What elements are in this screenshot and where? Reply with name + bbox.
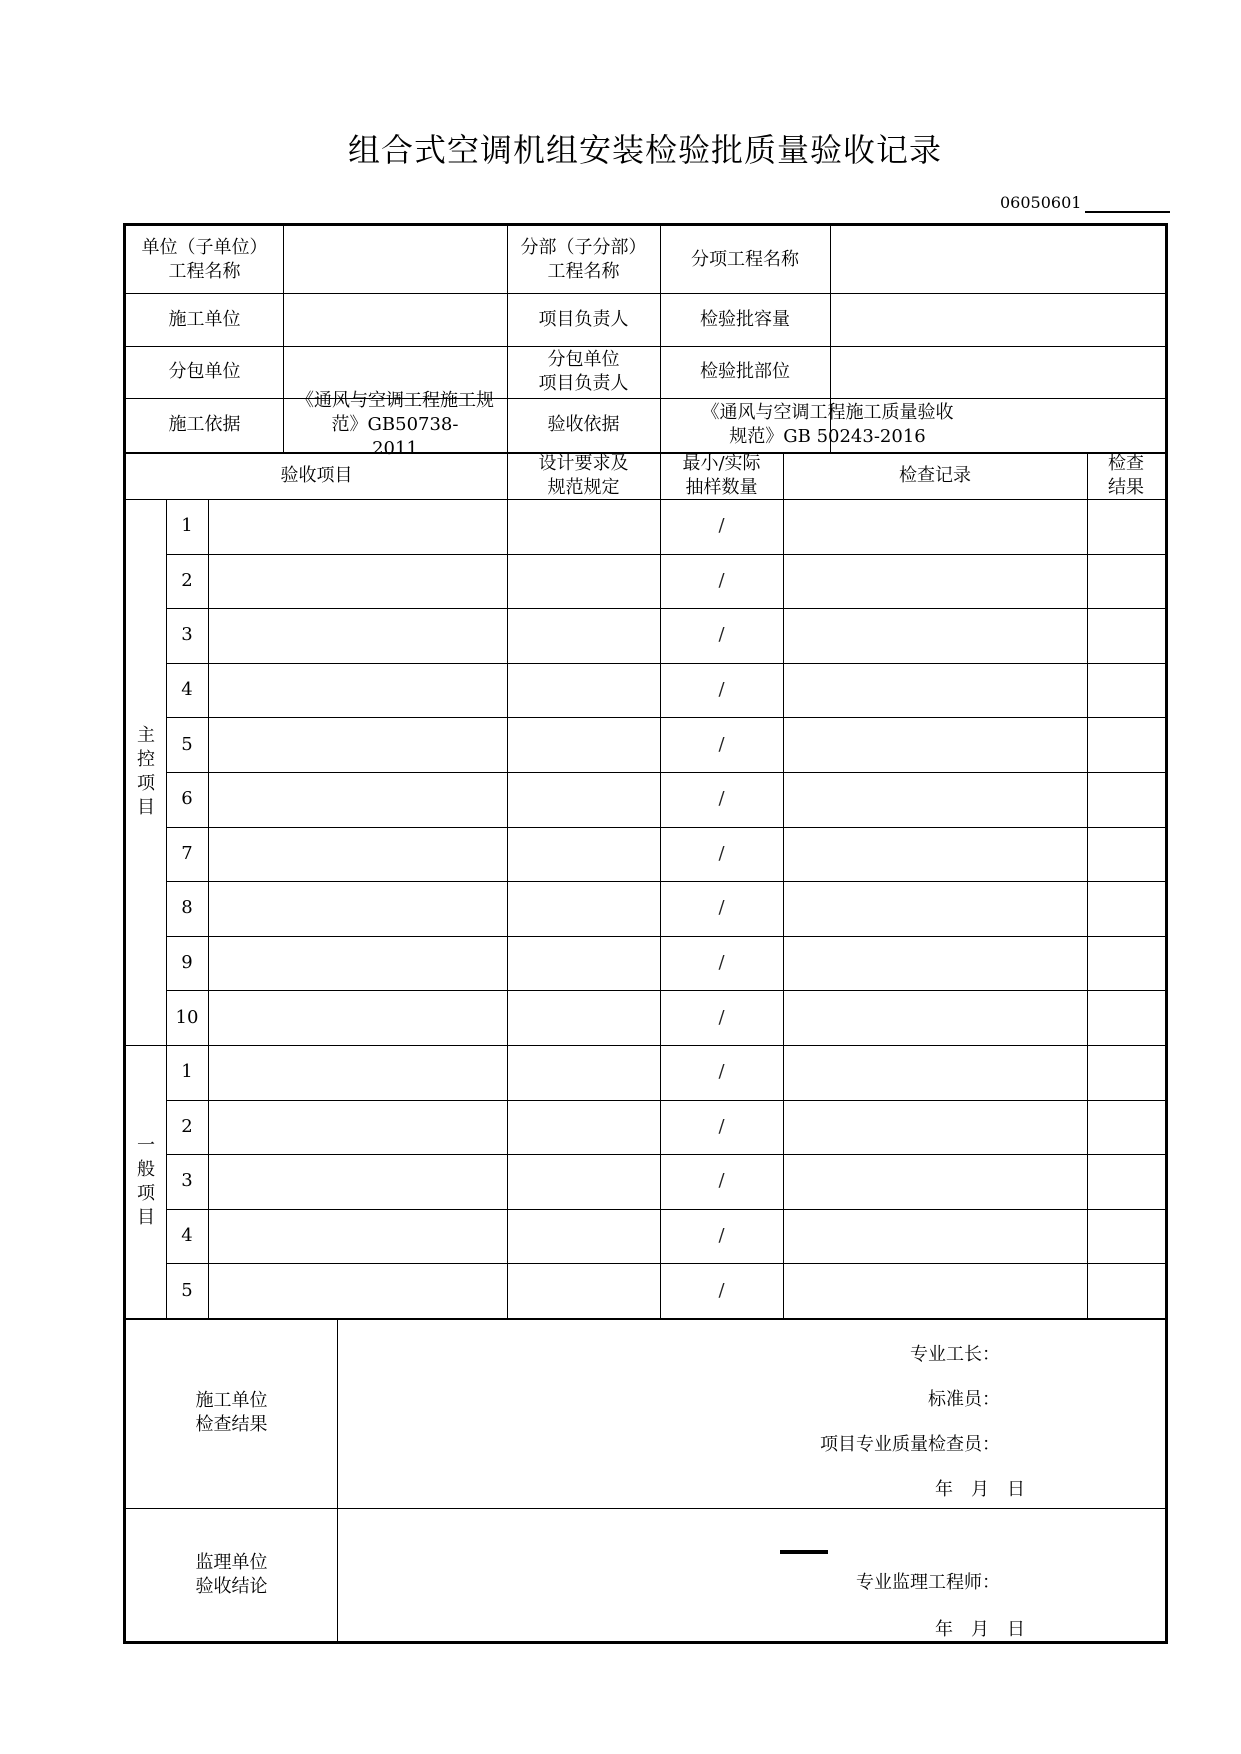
main-item-number: 5 [181, 733, 193, 755]
column-header-bottom [126, 499, 1165, 500]
main-item-sample-slash: / [718, 952, 725, 974]
signature-column-divider [337, 1318, 338, 1641]
main-item-sample-slash: / [718, 679, 725, 701]
main-item-number: 2 [181, 569, 193, 591]
column-divider [783, 499, 784, 1318]
general-item-number: 3 [181, 1170, 193, 1192]
column-item: 验收项目 [280, 464, 353, 486]
subcontractor-label: 分包单位 [168, 361, 241, 382]
main-item-number: 6 [181, 788, 193, 810]
main-item-sample-slash: / [718, 1006, 725, 1028]
batch-location-label: 检验批部位 [700, 361, 790, 382]
main-item-sample-slash: / [718, 842, 725, 864]
group-divider [126, 1045, 1165, 1046]
main-item-number: 8 [181, 897, 193, 919]
general-item-number: 2 [181, 1115, 193, 1137]
column-divider [208, 499, 209, 1318]
general-item-sample-slash: / [718, 1225, 725, 1247]
main-item-sample-slash: / [718, 733, 725, 755]
standard-officer-signature: 标准员： [928, 1389, 1000, 1410]
acceptance-basis-label: 验收依据 [547, 414, 620, 435]
batch-capacity-label: 检验批容量 [700, 308, 790, 330]
main-item-sample-slash: / [718, 624, 725, 646]
supervision-date: 年 月 日 [935, 1619, 1025, 1640]
column-result: 检查 结果 [1108, 452, 1144, 498]
main-item-sample-slash: / [718, 897, 725, 919]
form-number: 06050601 [1000, 193, 1082, 212]
record-table [123, 223, 1168, 1644]
unit-name-label: 单位（子单位） 工程名称 [141, 236, 268, 282]
signature-mark [780, 1550, 828, 1554]
general-item-sample-slash: / [718, 1115, 725, 1137]
basis-value: 《通风与空调工程施工规范》GB50738- 2011 [296, 390, 494, 459]
basis-label: 施工依据 [168, 414, 241, 435]
general-item-number: 5 [181, 1279, 193, 1301]
project-leader-label: 项目负责人 [538, 308, 629, 330]
main-item-number: 7 [181, 842, 193, 864]
main-item-number: 9 [181, 952, 193, 974]
column-record: 检查记录 [899, 464, 971, 486]
sub-leader-label: 分包单位 项目负责人 [538, 349, 629, 394]
page-title: 组合式空调机组安装检验批质量验收记录 [347, 131, 942, 169]
general-item-sample-slash: / [718, 1061, 725, 1083]
general-group-label [126, 1045, 166, 1318]
column-divider [507, 499, 508, 1318]
main-group-text: 主控项目 [137, 725, 155, 818]
main-item-number: 1 [181, 515, 193, 537]
general-group-text: 一般项目 [137, 1134, 155, 1228]
general-item-number: 4 [181, 1225, 193, 1247]
general-item-sample-slash: / [718, 1170, 725, 1192]
form-number-underline [1085, 211, 1170, 213]
foreman-signature: 专业工长： [910, 1344, 1000, 1365]
column-divider [1087, 499, 1088, 1318]
main-item-sample-slash: / [718, 515, 725, 537]
column-design: 设计要求及 规范规定 [538, 452, 629, 498]
main-item-number: 4 [181, 679, 193, 701]
main-item-sample-slash: / [718, 569, 725, 591]
construction-check-label: 施工单位 检查结果 [195, 1390, 268, 1435]
supervision-label: 监理单位 验收结论 [195, 1551, 268, 1597]
general-item-sample-slash: / [718, 1279, 725, 1301]
main-item-number: 3 [181, 624, 193, 646]
column-sample: 最小/实际 抽样数量 [682, 452, 761, 498]
main-item-sample-slash: / [718, 788, 725, 810]
acceptance-basis-value: 《通风与空调工程施工质量验收 规范》GB 50243-2016 [701, 402, 954, 447]
construction-date: 年 月 日 [935, 1479, 1025, 1500]
constructor-label: 施工单位 [168, 308, 241, 330]
main-item-number: 10 [175, 1006, 199, 1028]
subitem-name-label: 分项工程名称 [691, 248, 799, 270]
main-group-label [126, 499, 166, 1045]
subdivision-name-label: 分部（子分部） 工程名称 [520, 236, 647, 282]
quality-inspector-signature: 项目专业质量检查员： [820, 1434, 1000, 1455]
supervision-engineer-signature: 专业监理工程师： [856, 1572, 1000, 1593]
general-item-number: 1 [181, 1061, 193, 1083]
